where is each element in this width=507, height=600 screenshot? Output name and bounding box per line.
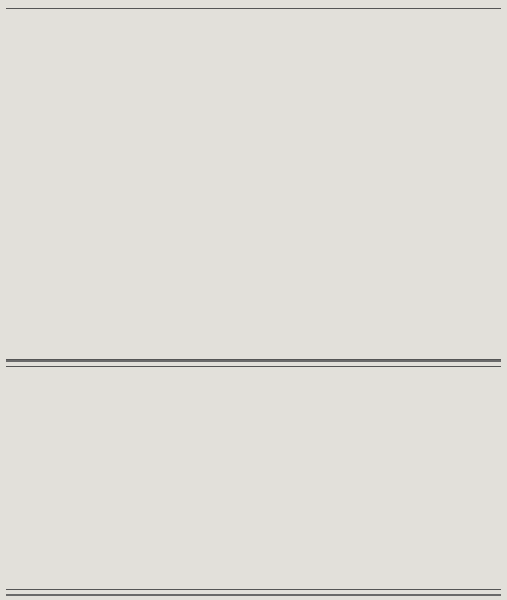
toc-bottom-panel [6,366,501,590]
divider-rule [6,360,501,362]
toc-top-panel [6,8,501,360]
divider-rule [6,594,501,596]
toc-heading-column [475,9,501,359]
